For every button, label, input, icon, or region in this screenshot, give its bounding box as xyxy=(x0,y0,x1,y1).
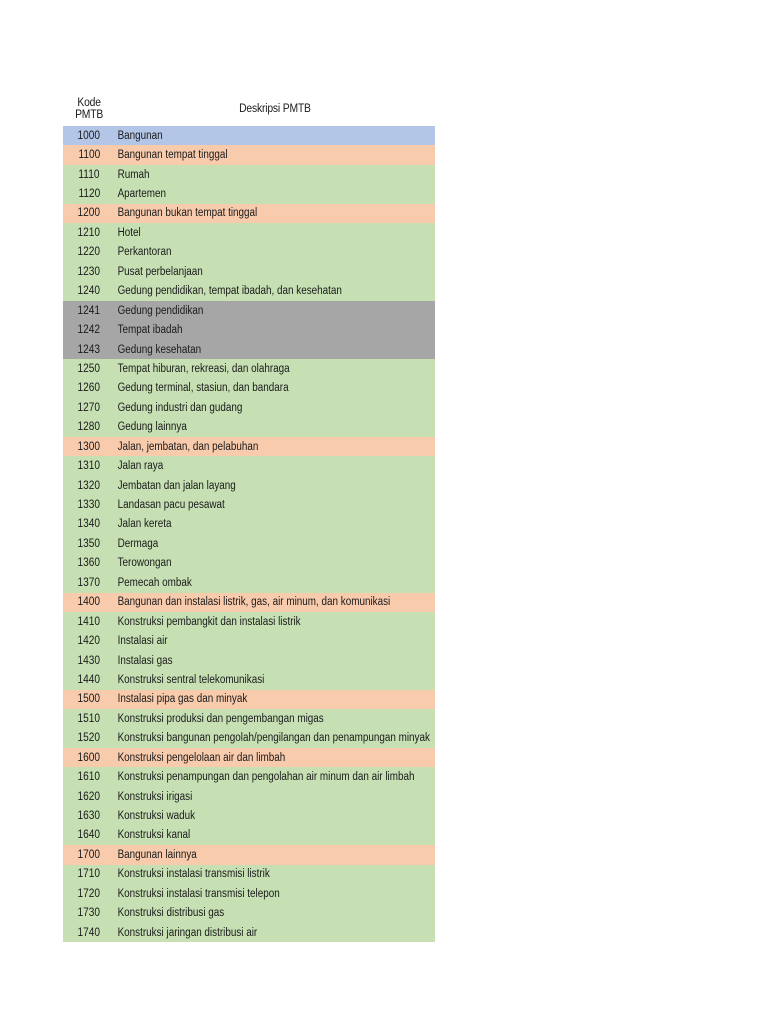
row-code xyxy=(63,829,115,841)
row-code xyxy=(63,771,115,783)
table-row xyxy=(63,223,435,242)
row-description: Konstruksi produksi dan pengembangan migas xyxy=(117,712,324,725)
row-code-text: 1620 xyxy=(77,790,101,803)
table-row xyxy=(63,690,435,709)
row-code xyxy=(63,655,115,667)
row-code-text: 1250 xyxy=(77,362,101,375)
row-description: Jembatan dan jalan layang xyxy=(117,479,236,492)
row-code xyxy=(63,402,115,414)
table-row xyxy=(63,593,435,612)
row-description: Bangunan tempat tinggal xyxy=(117,149,228,162)
row-code xyxy=(63,130,115,142)
row-code xyxy=(63,693,115,705)
table-row xyxy=(63,204,435,223)
table-row xyxy=(63,631,435,650)
row-code-text: 1120 xyxy=(78,188,100,201)
row-code-text: 1710 xyxy=(77,868,101,881)
row-code-text: 1320 xyxy=(77,479,101,492)
row-description: Gedung terminal, stasiun, dan bandara xyxy=(117,382,289,395)
row-code-text: 1600 xyxy=(77,751,101,764)
table-row xyxy=(63,865,435,884)
table-row xyxy=(63,282,435,301)
row-description: Jalan, jembatan, dan pelabuhan xyxy=(117,440,259,453)
table-row xyxy=(63,904,435,923)
row-code xyxy=(63,207,115,219)
row-code xyxy=(63,713,115,725)
row-code-text: 1440 xyxy=(77,673,101,686)
row-code-text: 1700 xyxy=(77,848,101,861)
row-description: Konstruksi instalasi transmisi telepon xyxy=(117,887,280,900)
row-code xyxy=(63,557,115,569)
table-row xyxy=(63,320,435,339)
row-code xyxy=(63,344,115,356)
row-description: Konstruksi instalasi transmisi listrik xyxy=(117,868,270,881)
pmtb-table xyxy=(63,92,435,942)
table-row xyxy=(63,398,435,417)
row-code xyxy=(63,849,115,861)
table-row xyxy=(63,845,435,864)
row-code-text: 1280 xyxy=(77,421,101,434)
row-description: Jalan kereta xyxy=(117,518,172,531)
table-row xyxy=(63,243,435,262)
row-code-text: 1340 xyxy=(77,518,101,531)
row-description: Jalan raya xyxy=(117,460,164,473)
table-row xyxy=(63,554,435,573)
row-description: Instalasi air xyxy=(117,635,168,648)
table-header xyxy=(63,92,435,126)
table-row xyxy=(63,379,435,398)
table-row xyxy=(63,748,435,767)
table-row xyxy=(63,923,435,942)
row-code-text: 1730 xyxy=(77,907,101,920)
row-description: Gedung pendidikan xyxy=(117,304,204,317)
table-row xyxy=(63,709,435,728)
row-code-text: 1370 xyxy=(77,576,101,589)
row-description: Tempat hiburan, rekreasi, dan olahraga xyxy=(117,362,290,375)
row-code xyxy=(63,868,115,880)
row-code-text: 1100 xyxy=(78,149,100,162)
row-code-text: 1300 xyxy=(77,440,101,453)
row-code-text: 1430 xyxy=(77,654,101,667)
row-code xyxy=(63,169,115,181)
row-description: Bangunan lainnya xyxy=(117,848,197,861)
table-row xyxy=(63,884,435,903)
row-description: Bangunan bukan tempat tinggal xyxy=(117,207,258,220)
row-description: Terowongan xyxy=(117,557,172,570)
table-row xyxy=(63,670,435,689)
row-description: Pusat perbelanjaan xyxy=(117,265,203,278)
table-row xyxy=(63,767,435,786)
row-code-text: 1243 xyxy=(77,343,101,356)
row-description: Konstruksi penampungan dan pengolahan air minum dan air limbah xyxy=(117,771,415,784)
row-code xyxy=(63,266,115,278)
row-code-text: 1630 xyxy=(77,810,101,823)
row-description: Gedung lainnya xyxy=(117,421,187,434)
row-code xyxy=(63,363,115,375)
table-row xyxy=(63,787,435,806)
row-code xyxy=(63,732,115,744)
table-row xyxy=(63,729,435,748)
row-description: Gedung industri dan gudang xyxy=(117,401,243,414)
row-description: Bangunan xyxy=(117,129,163,142)
table-row xyxy=(63,301,435,320)
row-code-text: 1240 xyxy=(77,285,101,298)
row-code-text: 1350 xyxy=(77,537,101,550)
row-description: Instalasi gas xyxy=(117,654,173,667)
row-description: Dermaga xyxy=(117,537,159,550)
row-description: Gedung kesehatan xyxy=(117,343,202,356)
row-description: Konstruksi distribusi gas xyxy=(117,907,225,920)
row-description: Konstruksi irigasi xyxy=(117,790,193,803)
row-description: Konstruksi pengelolaan air dan limbah xyxy=(117,751,286,764)
row-code-text: 1640 xyxy=(77,829,101,842)
row-code-text: 1220 xyxy=(77,246,101,259)
table-row xyxy=(63,262,435,281)
row-code xyxy=(63,791,115,803)
row-description: Tempat ibadah xyxy=(117,324,183,337)
row-code xyxy=(63,907,115,919)
row-code-text: 1400 xyxy=(77,596,101,609)
row-code xyxy=(63,810,115,822)
row-code xyxy=(63,888,115,900)
header-kode-pmtb xyxy=(63,97,115,121)
row-code xyxy=(63,480,115,492)
row-code-text: 1000 xyxy=(77,129,101,142)
row-description: Rumah xyxy=(117,168,150,181)
row-description: Konstruksi pembangkit dan instalasi listrik xyxy=(117,615,301,628)
row-code-text: 1330 xyxy=(77,499,101,512)
row-description: Bangunan dan instalasi listrik, gas, air minum, dan komunikasi xyxy=(117,596,391,609)
table-row xyxy=(63,359,435,378)
table-row xyxy=(63,184,435,203)
row-description: Perkantoran xyxy=(117,246,172,259)
row-code xyxy=(63,421,115,433)
table-row xyxy=(63,456,435,475)
row-description: Hotel xyxy=(117,226,141,239)
row-code-text: 1360 xyxy=(77,557,101,570)
row-code-text: 1410 xyxy=(77,615,101,628)
row-code xyxy=(63,596,115,608)
row-code-text: 1420 xyxy=(77,635,101,648)
row-code xyxy=(63,927,115,939)
table-row xyxy=(63,340,435,359)
row-code-text: 1610 xyxy=(77,771,101,784)
row-code xyxy=(63,324,115,336)
row-description: Konstruksi bangunan pengolah/pengilangan dan penampungan minyak xyxy=(117,732,430,745)
row-code xyxy=(63,499,115,511)
row-code xyxy=(63,441,115,453)
row-code xyxy=(63,246,115,258)
table-row xyxy=(63,651,435,670)
row-description: Pemecah ombak xyxy=(117,576,192,589)
row-description: Konstruksi waduk xyxy=(117,810,196,823)
row-code xyxy=(63,285,115,297)
row-description: Landasan pacu pesawat xyxy=(117,499,225,512)
row-code-text: 1740 xyxy=(77,926,101,939)
table-row xyxy=(63,806,435,825)
row-description: Apartemen xyxy=(117,188,166,201)
row-code-text: 1270 xyxy=(77,401,101,414)
row-code-text: 1230 xyxy=(77,265,101,278)
row-description: Konstruksi sentral telekomunikasi xyxy=(117,673,265,686)
table-row xyxy=(63,165,435,184)
row-code-text: 1520 xyxy=(77,732,101,745)
row-code xyxy=(63,227,115,239)
row-code xyxy=(63,752,115,764)
row-code xyxy=(63,382,115,394)
row-code-text: 1200 xyxy=(77,207,101,220)
table-row xyxy=(63,145,435,164)
table-row xyxy=(63,515,435,534)
row-description: Konstruksi jaringan distribusi air xyxy=(117,926,258,939)
table-row xyxy=(63,495,435,514)
table-row xyxy=(63,437,435,456)
table-row xyxy=(63,418,435,437)
header-kode-line1: Kode xyxy=(77,97,101,109)
row-code xyxy=(63,149,115,161)
table-row xyxy=(63,612,435,631)
row-code xyxy=(63,518,115,530)
row-code xyxy=(63,674,115,686)
row-code xyxy=(63,460,115,472)
row-code xyxy=(63,616,115,628)
row-description: Konstruksi kanal xyxy=(117,829,191,842)
row-code-text: 1210 xyxy=(77,226,101,239)
row-description: Gedung pendidikan, tempat ibadah, dan kesehatan xyxy=(117,285,342,298)
row-code-text: 1720 xyxy=(77,887,101,900)
row-code-text: 1241 xyxy=(77,304,101,317)
row-description: Instalasi pipa gas dan minyak xyxy=(117,693,248,706)
row-code-text: 1500 xyxy=(77,693,101,706)
table-row xyxy=(63,826,435,845)
table-row xyxy=(63,126,435,145)
table-row xyxy=(63,573,435,592)
table-row xyxy=(63,476,435,495)
table-row xyxy=(63,534,435,553)
row-code-text: 1260 xyxy=(77,382,101,395)
row-code xyxy=(63,577,115,589)
row-code xyxy=(63,538,115,550)
row-code xyxy=(63,305,115,317)
row-code-text: 1310 xyxy=(77,460,101,473)
header-kode-line2: PMTB xyxy=(75,109,104,121)
table-body xyxy=(63,126,435,942)
row-code-text: 1110 xyxy=(78,168,100,181)
row-code-text: 1510 xyxy=(77,712,101,725)
header-deskripsi-pmtb: Deskripsi PMTB xyxy=(239,103,311,115)
row-code xyxy=(63,188,115,200)
row-code-text: 1242 xyxy=(77,324,101,337)
row-code xyxy=(63,635,115,647)
